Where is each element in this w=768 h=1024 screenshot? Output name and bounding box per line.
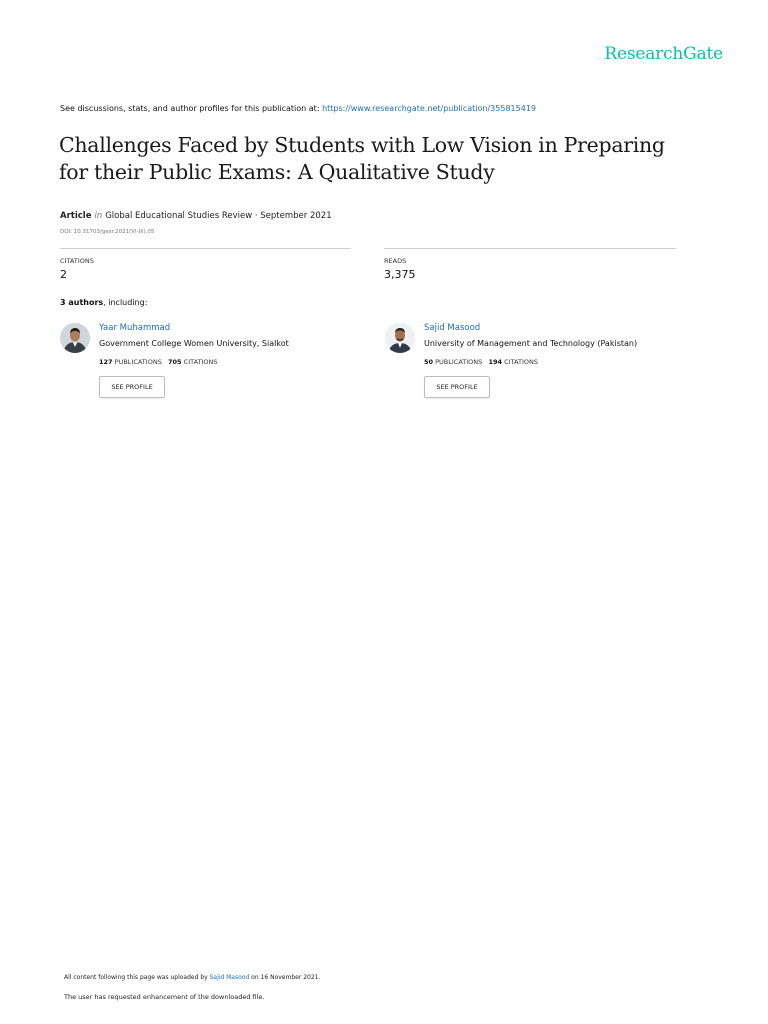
publications-label: PUBLICATIONS xyxy=(114,358,162,366)
discussions-text: See discussions, stats, and author profiles for this publication at: xyxy=(60,104,323,113)
citations-divider xyxy=(60,248,351,249)
citations-value: 2 xyxy=(60,268,67,281)
author-name-link[interactable]: Sajid Masood xyxy=(424,323,481,333)
article-meta xyxy=(60,211,332,221)
avatar-photo-icon xyxy=(385,323,415,353)
authors-count: 3 authors xyxy=(60,298,104,307)
citations-label: CITATIONS xyxy=(504,358,538,366)
upload-notice xyxy=(64,974,320,981)
reads-label: READS xyxy=(384,257,407,265)
publication-url-link[interactable]: https://www.researchgate.net/publication/355815419 xyxy=(322,104,536,113)
see-profile-button[interactable]: SEE PROFILE xyxy=(424,376,490,398)
author-institution: University of Management and Technology (Pakistan) xyxy=(424,339,638,348)
in-label: in xyxy=(94,211,103,221)
citations-label: CITATIONS xyxy=(183,358,218,366)
reads-divider xyxy=(384,248,676,249)
publications-count: 50 xyxy=(424,358,434,366)
upload-suffix: on 16 November 2021. xyxy=(249,974,321,981)
reads-value: 3,375 xyxy=(384,268,416,281)
see-profile-button[interactable]: SEE PROFILE xyxy=(99,376,165,398)
publications-count: 127 xyxy=(99,358,113,366)
author-stats xyxy=(99,358,218,366)
citations-label: CITATIONS xyxy=(60,257,94,265)
researchgate-logo[interactable]: ResearchGate xyxy=(604,44,723,64)
author-institution: Government College Women University, Sialkot xyxy=(99,339,289,348)
publications-label: PUBLICATIONS xyxy=(435,358,483,366)
authors-including: , including: xyxy=(103,298,148,307)
article-type: Article xyxy=(60,211,92,221)
citations-count: 194 xyxy=(488,358,503,366)
doi: DOI: 10.31703/gesr.2021(VI-III).05 xyxy=(60,229,155,235)
journal-date: Global Educational Studies Review · September 2021 xyxy=(105,211,332,221)
author-name-link[interactable]: Yaar Muhammad xyxy=(99,323,171,333)
article-title: Challenges Faced by Students with Low Vision in Preparing for their Public Exams: A Qualitative Study xyxy=(59,133,665,184)
avatar[interactable] xyxy=(385,323,415,353)
citations-count: 705 xyxy=(168,358,182,366)
avatar[interactable] xyxy=(60,323,90,353)
uploader-link[interactable]: Sajid Masood xyxy=(209,974,250,981)
avatar-photo-icon xyxy=(60,323,90,353)
enhancement-notice: The user has requested enhancement of the downloaded file. xyxy=(64,993,265,1001)
author-stats xyxy=(424,358,538,366)
authors-heading xyxy=(60,298,147,307)
upload-prefix: All content following this page was uploaded by xyxy=(64,974,210,981)
discussions-notice xyxy=(60,104,536,113)
